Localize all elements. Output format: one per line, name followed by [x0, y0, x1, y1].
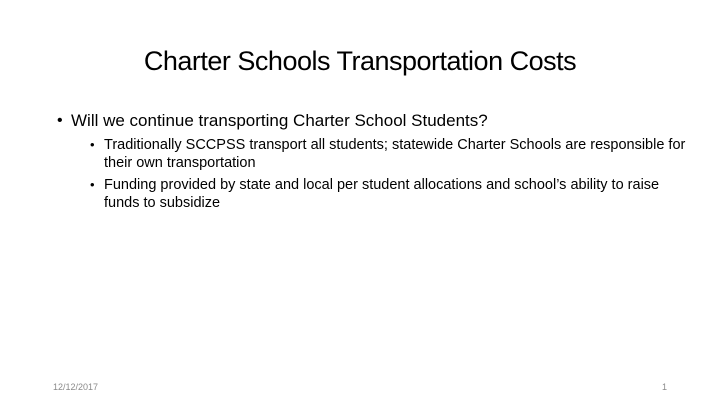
- bullet-dot-icon: •: [57, 112, 63, 129]
- sub-bullet-item: [90, 176, 687, 212]
- slide-number: 1: [662, 382, 668, 392]
- slide-title: Charter Schools Transportation Costs: [143, 46, 577, 76]
- bullet-text: Will we continue transporting Charter School Students?: [71, 111, 488, 130]
- bullet-dot-icon: •: [90, 177, 95, 192]
- sub-bullet-text: Traditionally SCCPSS transport all students; statewide Charter Schools are responsible for their own transportation: [104, 137, 686, 171]
- footer-date: 12/12/2017: [53, 382, 99, 392]
- sub-bullet-list: [90, 136, 687, 212]
- sub-bullet-text: Funding provided by state and local per student allocations and school’s ability to raise funds to subsidize: [104, 177, 660, 211]
- slide-content: [57, 110, 687, 216]
- sub-bullet-item: [90, 136, 687, 172]
- bullet-dot-icon: •: [90, 137, 95, 152]
- bullet-item: [57, 110, 687, 132]
